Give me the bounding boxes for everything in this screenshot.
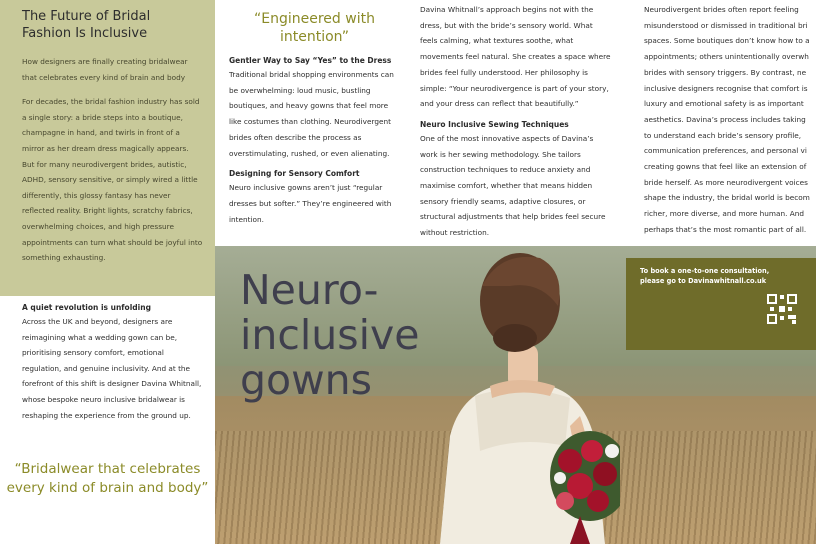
col4-line: brides with sensory triggers. By contrast, ne bbox=[644, 67, 807, 77]
col4-line: communication preferences, and personal vi bbox=[644, 146, 807, 156]
sensory-comfort-body: Neuro inclusive gowns aren’t just “regular dresses but softer.” They’re engineered with intention. bbox=[229, 183, 392, 224]
article-intro: How designers are finally creating bridalwear that celebrates every kind of brain and body bbox=[22, 57, 188, 82]
hero-heading-line: gowns bbox=[240, 356, 372, 404]
hero-heading-line: inclusive bbox=[240, 311, 420, 359]
col4-line: luxury and emotional safety is as important bbox=[644, 99, 804, 109]
sensory-comfort-heading: Designing for Sensory Comfort bbox=[229, 169, 360, 179]
intro-panel bbox=[0, 0, 215, 296]
consultation-text: To book a one-to-one consultation, please go to Davinawhitnall.co.uk bbox=[640, 267, 770, 285]
pull-quote-engineered: “Engineered with intention” bbox=[254, 11, 375, 45]
gentler-way-heading: Gentler Way to Say “Yes” to the Dress bbox=[229, 56, 392, 65]
sewing-techniques-heading: Neuro Inclusive Sewing Techniques bbox=[420, 119, 569, 129]
col4-line: spaces. Some boutiques don’t know how to a bbox=[644, 36, 810, 46]
column-2 bbox=[215, 0, 410, 246]
col4-line: richer, more diverse, and more human. And bbox=[644, 209, 805, 219]
revolution-heading: A quiet revolution is unfolding bbox=[22, 303, 151, 312]
col4-line: creating gowns that feel like an extension of bbox=[644, 162, 807, 172]
col4-line: Neurodivergent brides often report feeling bbox=[644, 5, 799, 14]
col4-line: inclusive designers recognise that comfort is bbox=[644, 83, 808, 93]
revolution-section bbox=[0, 296, 215, 544]
revolution-body: Across the UK and beyond, designers are reimagining what a wedding gown can be, prioritising sensory comfort, emotional regulation, and genuine inclusivity. And at the forefront of this shift is designer Davina Whitnall, whose bespoke neuro inclusive bridalwear is reshaping the experience from the ground up. bbox=[22, 317, 202, 420]
hero-photo bbox=[215, 246, 816, 544]
consultation-promo bbox=[626, 258, 816, 350]
bride-figure bbox=[420, 246, 620, 544]
col4-line: perhaps that’s the most romantic part of all. bbox=[644, 224, 807, 234]
qr-code-icon[interactable] bbox=[766, 293, 798, 325]
col4-line: bride herself. As more neurodivergent voices bbox=[644, 177, 808, 187]
pull-quote-bridalwear: “Bridalwear that celebrates every kind of brain and body” bbox=[6, 461, 209, 496]
col4-line: aesthetics. Davina’s process includes taking bbox=[644, 114, 806, 124]
hero-heading bbox=[240, 268, 420, 403]
col4-line: appointments; others unintentionally overwh bbox=[644, 52, 809, 62]
col4-line: to understand each bride’s sensory profile, bbox=[644, 130, 802, 140]
col4-line: misunderstood or dismissed in traditional bri bbox=[644, 20, 808, 30]
sewing-techniques-body: One of the most innovative aspects of Davina’s work is her sewing methodology. She tailors construction techniques to reduce anxiety and maximise comfort, whether that means hidden sensory friendly seams, adaptive closures, or structural adjustments that help brides feel secure without restriction. bbox=[420, 133, 606, 238]
approach-body: Davina Whitnall’s approach begins not with the dress, but with the bride’s sensory world. What feels calming, what textures soothe, what movements feel natural. She creates a space where brides feel fully understood. Her philosophy is simple: “Your neurodivergence is part of your story, and your dress can reflect that beautifully.” bbox=[420, 5, 611, 109]
article-body-1: For decades, the bridal fashion industry has sold a single story: a bride steps into a boutique, champagne in hand, and twirls in front of a mirror as her dream dress magically appears. But for many neurodivergent brides, autistic, ADHD, sensory sensitive, or simply wired a little differently, this glossy fantasy has never reflected reality. Bright lights, scratchy fabrics, overwhelming choices, and high pressure appointments can turn what should be joyful into something exhausting. bbox=[22, 97, 203, 263]
column-4 bbox=[620, 0, 816, 246]
gentler-way-body: Traditional bridal shopping environments can be overwhelming: loud music, bustling boutiques, and heavy gowns that feel more like costumes than clothing. Neurodivergent brides often describe the process as overstimulating, rushed, or even alienating. bbox=[229, 70, 394, 158]
col4-line: shape the industry, the bridal world is becom bbox=[644, 193, 810, 203]
hero-heading-line: Neuro- bbox=[240, 266, 379, 314]
article-title: The Future of Bridal Fashion Is Inclusive bbox=[22, 9, 151, 41]
column-3 bbox=[410, 0, 620, 246]
